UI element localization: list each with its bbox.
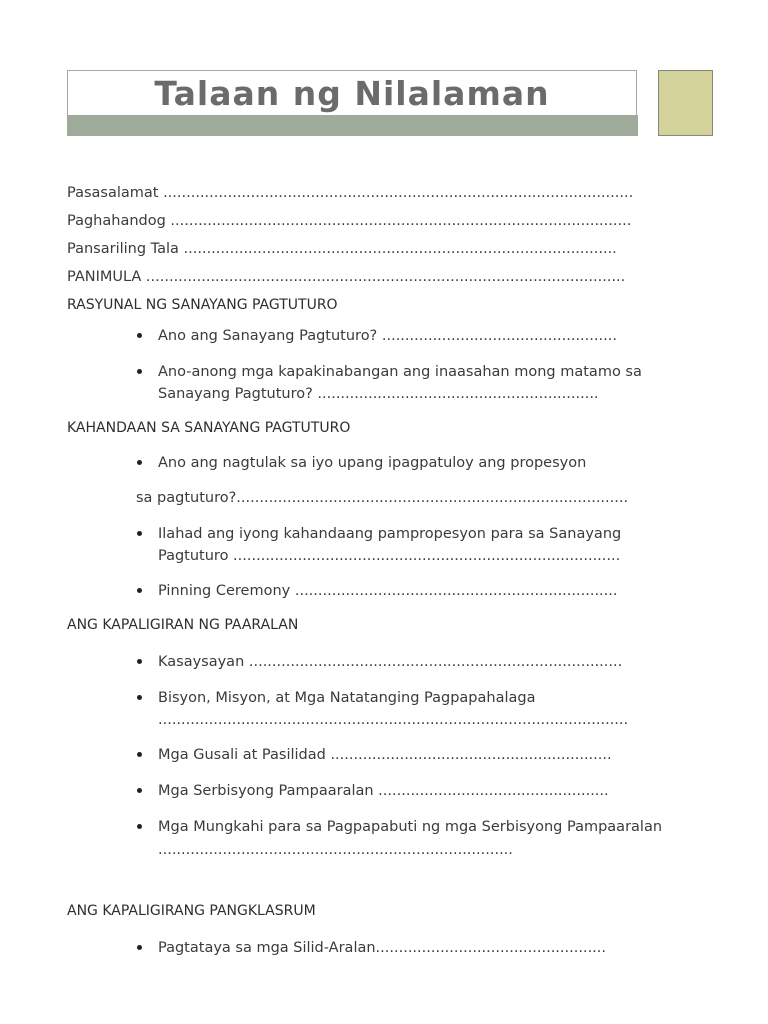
toc-entry-ano-ang-nagtulak[interactable]: Ano ang nagtulak sa iyo upang ipagpatuloy ang propesyon bbox=[158, 455, 587, 471]
toc-entry-gusali-pasilidad[interactable]: Mga Gusali at Pasilidad ............................................................. bbox=[158, 747, 612, 763]
toc-entry-pasasalamat[interactable]: Pasasalamat ...................................................................................................... bbox=[67, 185, 634, 201]
accent-square bbox=[658, 70, 713, 136]
bullet-dot bbox=[137, 695, 142, 700]
toc-entry-ilahad-line2[interactable]: Pagtuturo .................................................................................... bbox=[158, 548, 621, 564]
toc-entry-ano-ang-sanayang-pagtuturo[interactable]: Ano ang Sanayang Pagtuturo? ................................................... bbox=[158, 328, 617, 344]
title-underline-bar bbox=[67, 115, 638, 136]
bullet-dot bbox=[137, 788, 142, 793]
title-box bbox=[67, 70, 637, 115]
section-heading-rasyunal: RASYUNAL NG SANAYANG PAGTUTURO bbox=[67, 297, 338, 313]
toc-entry-ilahad-line1[interactable]: Ilahad ang iyong kahandaang pampropesyon para sa Sanayang bbox=[158, 526, 622, 542]
bullet-dot bbox=[137, 945, 142, 950]
section-heading-kapaligiran-paaralan: ANG KAPALIGIRAN NG PAARALAN bbox=[67, 617, 299, 633]
bullet-dot bbox=[137, 333, 142, 338]
bullet-dot bbox=[137, 460, 142, 465]
toc-entry-kasaysayan[interactable]: Kasaysayan ................................................................................. bbox=[158, 654, 623, 670]
bullet-dot bbox=[137, 824, 142, 829]
section-heading-pangklasrum: ANG KAPALIGIRANG PANGKLASRUM bbox=[67, 903, 316, 919]
toc-entry-pansariling-tala[interactable]: Pansariling Tala .............................................................................................. bbox=[67, 241, 617, 257]
toc-entry-pagtataya[interactable]: Pagtataya sa mga Silid-Aralan.................................................. bbox=[158, 940, 607, 956]
toc-entry-serbisyong-pampaaralan[interactable]: Mga Serbisyong Pampaaralan .................................................. bbox=[158, 783, 609, 799]
toc-entry-sa-pagtuturo[interactable]: sa pagtuturo?..................................................................................... bbox=[136, 490, 629, 506]
page-title: Talaan ng Nilalaman bbox=[154, 74, 550, 113]
toc-entry-kapakinabangan-line1[interactable]: Ano-anong mga kapakinabangan ang inaasahan mong matamo sa bbox=[158, 364, 642, 380]
toc-entry-bisyon-misyon-line2[interactable]: ...................................................................................................... bbox=[158, 712, 629, 728]
toc-entry-kapakinabangan-line2[interactable]: Sanayang Pagtuturo? ............................................................. bbox=[158, 386, 599, 402]
bullet-dot bbox=[137, 369, 142, 374]
bullet-dot bbox=[137, 659, 142, 664]
bullet-dot bbox=[137, 588, 142, 593]
toc-entry-mungkahi-line1[interactable]: Mga Mungkahi para sa Pagpapabuti ng mga Serbisyong Pampaaralan bbox=[158, 819, 663, 835]
bullet-dot bbox=[137, 531, 142, 536]
section-heading-kahandaan: KAHANDAAN SA SANAYANG PAGTUTURO bbox=[67, 420, 351, 436]
toc-entry-mungkahi-line2[interactable]: ............................................................................. bbox=[158, 842, 513, 858]
toc-entry-panimula[interactable]: PANIMULA ........................................................................................................ bbox=[67, 269, 626, 285]
toc-entry-pinning-ceremony[interactable]: Pinning Ceremony ...................................................................... bbox=[158, 583, 618, 599]
toc-entry-bisyon-misyon-line1[interactable]: Bisyon, Misyon, at Mga Natatanging Pagpapahalaga bbox=[158, 690, 536, 706]
toc-entry-paghahandog[interactable]: Paghahandog .................................................................................................... bbox=[67, 213, 632, 229]
bullet-dot bbox=[137, 752, 142, 757]
